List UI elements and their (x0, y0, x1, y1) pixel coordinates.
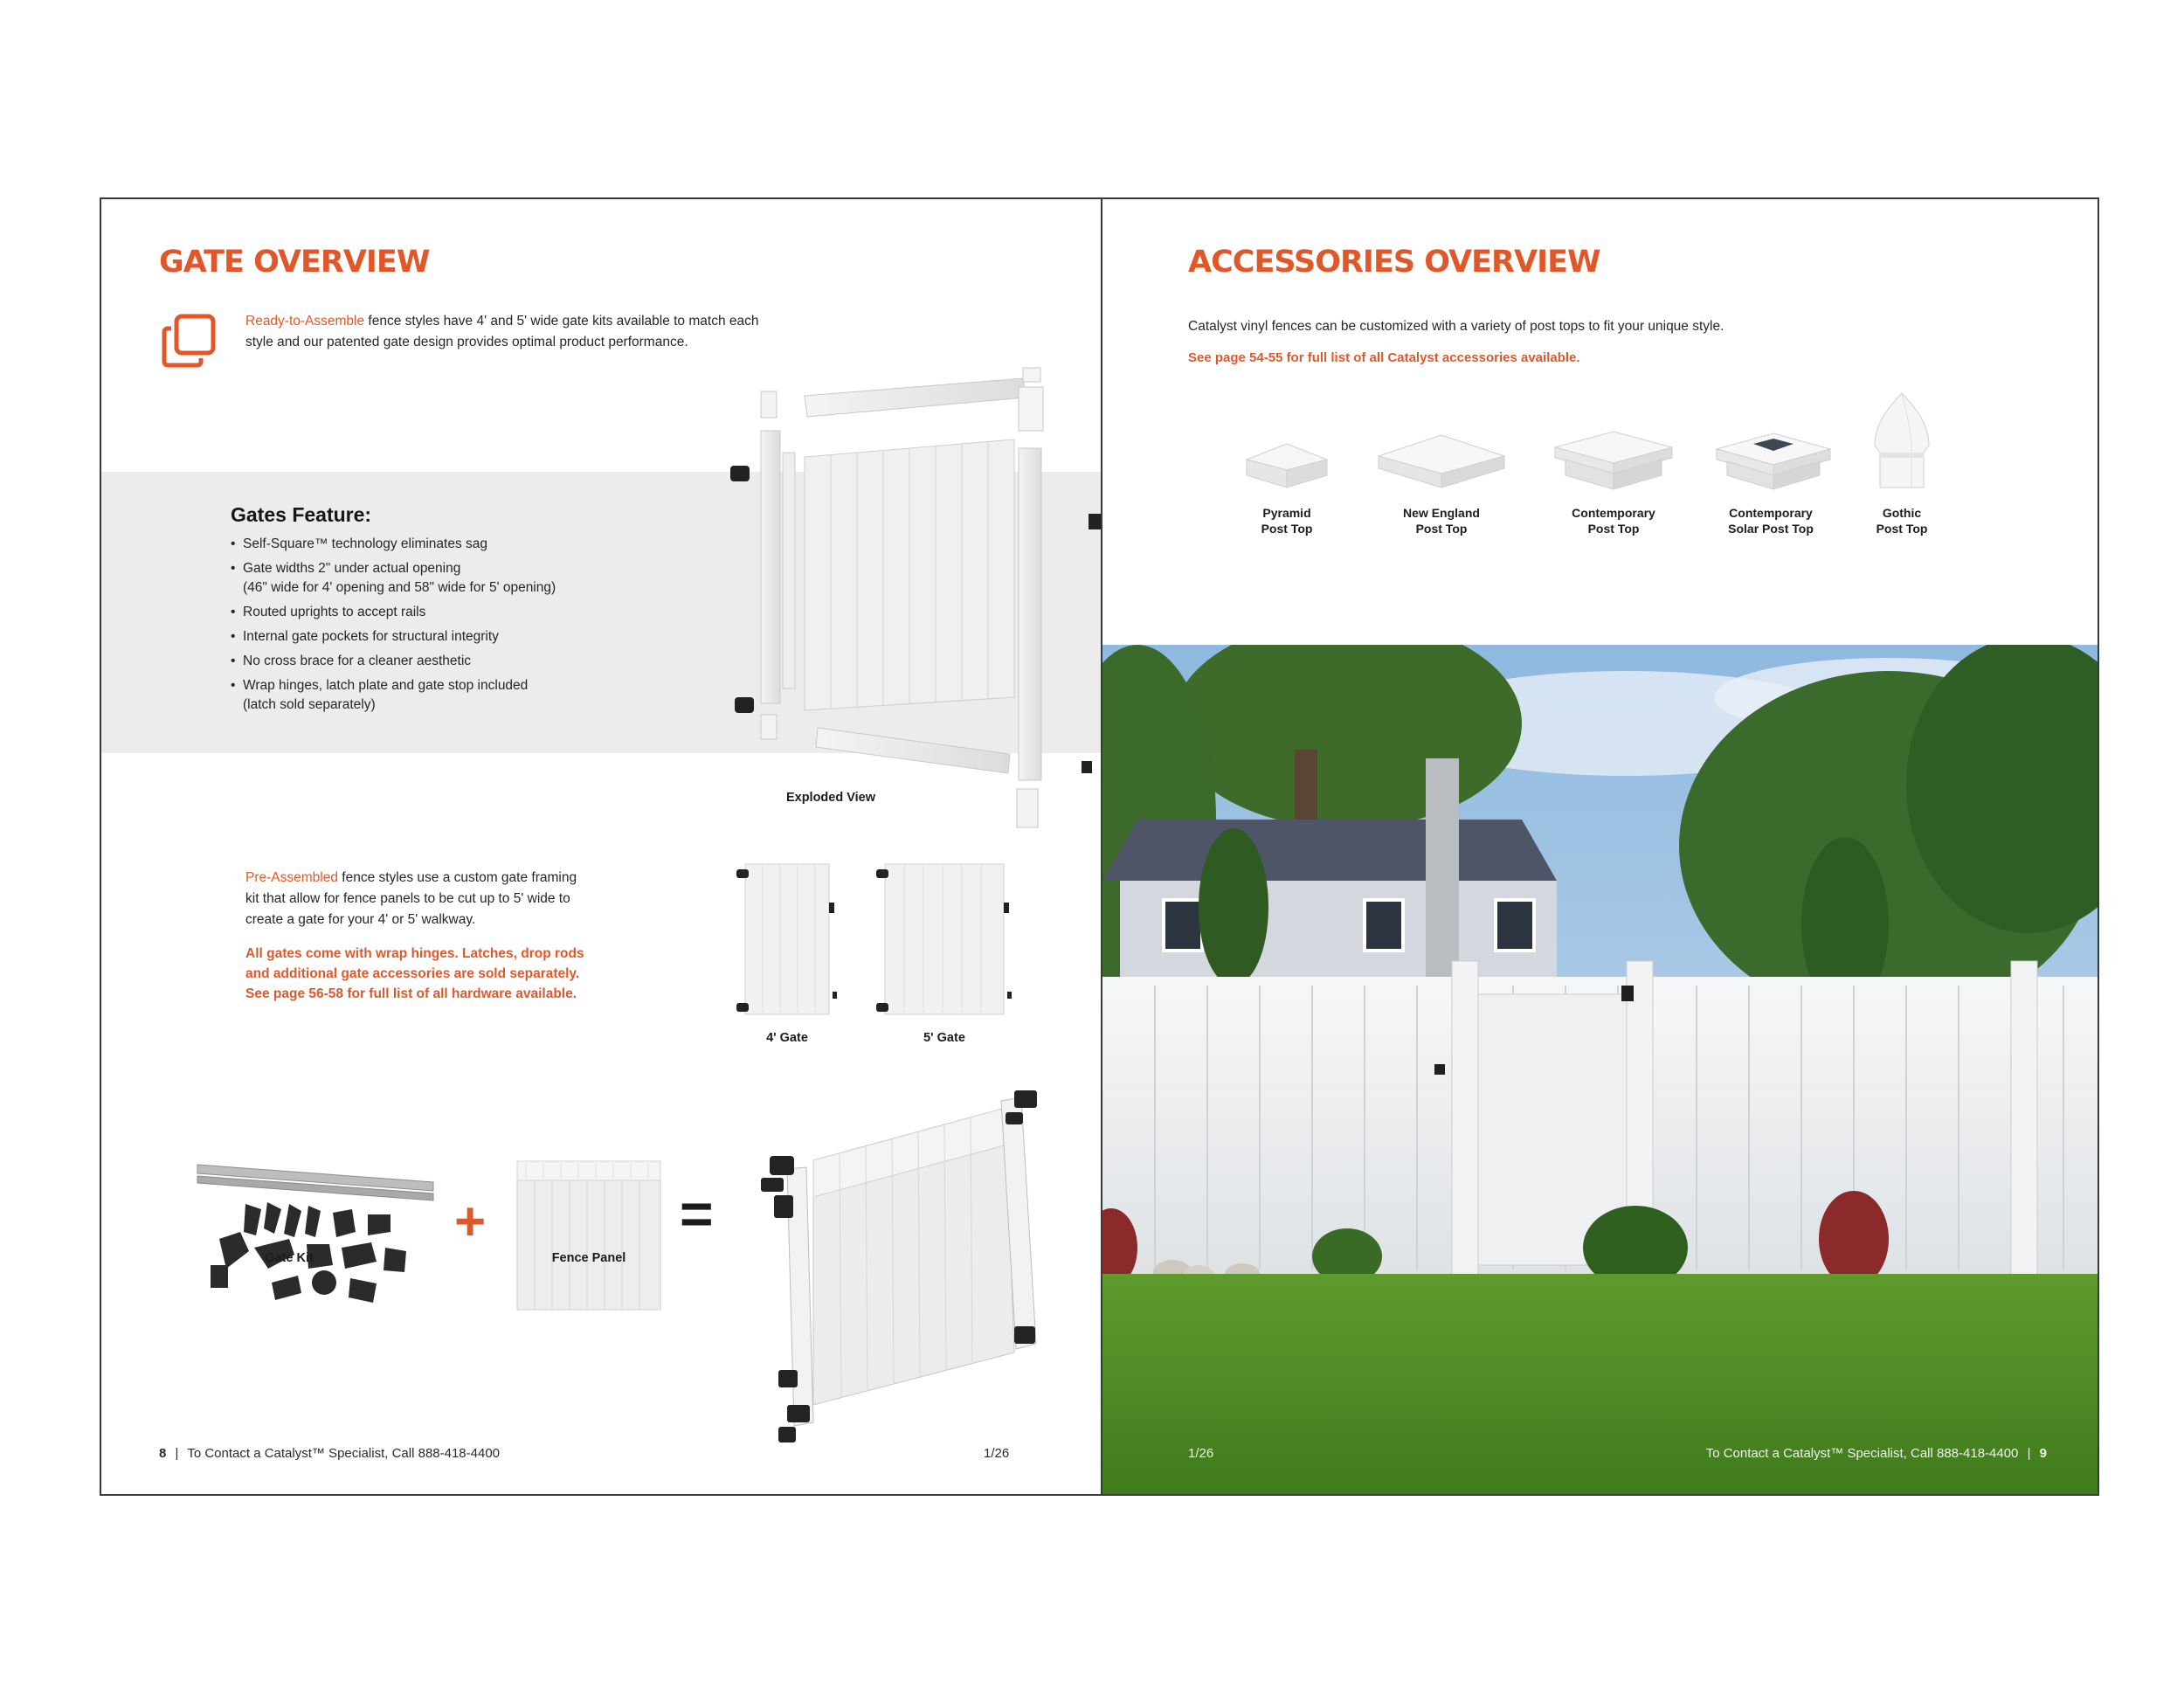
gate-overview-title: GATE OVERVIEW (159, 245, 430, 280)
accessories-intro: Catalyst vinyl fences can be customized with a variety of post tops to fit your unique style. (1188, 319, 1724, 334)
accessories-page-note: See page 54-55 for full list of all Catalyst accessories available. (1188, 350, 1580, 365)
label-line: Contemporary (1572, 506, 1655, 520)
page-9-accessories-overview (1101, 199, 2099, 1494)
gothic-post-top-label (1836, 505, 1967, 536)
gothic-post-top-image (1863, 391, 1941, 496)
footer-separator: | (175, 1446, 179, 1461)
contemporary-post-top-label (1548, 505, 1679, 536)
page-number: 8 (159, 1446, 167, 1461)
plus-sign: + (454, 1192, 487, 1252)
gate-kit-image (193, 1160, 438, 1318)
feature-item-text: Wrap hinges, latch plate and gate stop included (243, 678, 529, 693)
ready-to-assemble-icon (159, 311, 220, 372)
catalog-spread (100, 197, 2099, 1496)
right-footer (1706, 1446, 2047, 1461)
page-8-gate-overview (101, 199, 1101, 1494)
label-line: Post Top (1261, 522, 1313, 536)
vinyl-fence-yard-photo (1102, 645, 2099, 1494)
label-line: Solar Post Top (1728, 522, 1814, 536)
contact-line: To Contact a Catalyst™ Specialist, Call 888-418-4400 (187, 1446, 501, 1461)
note-line3: See page 56-58 for full list of all hardware available. (245, 986, 577, 1001)
contemporary-solar-post-top-label (1705, 505, 1836, 536)
new-england-post-top-image (1373, 432, 1510, 493)
feature-item: • Self-Square™ technology eliminates sag (231, 535, 556, 554)
exploded-gate-illustration (625, 343, 1101, 833)
contemporary-solar-post-top-image (1710, 430, 1837, 495)
pyramid-post-top-image (1238, 442, 1336, 495)
fence-panel-caption: Fence Panel (551, 1251, 626, 1265)
page-number: 9 (2039, 1446, 2047, 1461)
contemporary-post-top-image (1548, 428, 1679, 495)
label-line: Contemporary (1729, 506, 1813, 520)
ready-to-assemble-highlight: Ready-to-Assemble (245, 314, 365, 329)
gate-intro-line1: fence styles have 4' and 5' wide gate kits available to match each (364, 314, 759, 329)
right-footer-date: 1/26 (1188, 1446, 1214, 1461)
pre-assembled-highlight: Pre-Assembled (245, 870, 338, 885)
exploded-view-caption: Exploded View (785, 791, 876, 805)
left-footer (159, 1446, 500, 1461)
fence-panel-image (516, 1160, 661, 1311)
label-line: Pyramid (1262, 506, 1311, 520)
feature-item (231, 559, 556, 598)
five-foot-gate-caption: 5' Gate (923, 1031, 965, 1045)
label-line: Gothic (1882, 506, 1922, 520)
gate-kit-caption: Gate Kit (265, 1251, 314, 1265)
feature-item-text: Gate widths 2" under actual opening (243, 561, 461, 576)
note-line1: All gates come with wrap hinges. Latches, drop rods (245, 946, 584, 961)
new-england-post-top-label (1376, 505, 1507, 536)
label-line: Post Top (1415, 522, 1468, 536)
gate-intro-line2: style and our patented gate design provides optimal product performance. (245, 335, 688, 349)
label-line: Post Top (1876, 522, 1928, 536)
equals-sign: = (680, 1181, 714, 1246)
hardware-note (245, 944, 665, 1004)
contact-line: To Contact a Catalyst™ Specialist, Call 888-418-4400 (1705, 1446, 2019, 1461)
accessories-overview-title: ACCESSORIES OVERVIEW (1188, 245, 1600, 280)
label-line: New England (1403, 506, 1480, 520)
four-foot-gate-caption: 4' Gate (766, 1031, 808, 1045)
pre-line3: create a gate for your 4' or 5' walkway. (245, 912, 476, 927)
pyramid-post-top-label (1221, 505, 1352, 536)
note-line2: and additional gate accessories are sold separately. (245, 966, 580, 981)
feature-item (231, 676, 556, 715)
assembled-gate-image (743, 1090, 1058, 1449)
gates-feature-heading: Gates Feature: (231, 503, 372, 526)
pre-line1: fence styles use a custom gate framing (337, 870, 577, 885)
left-footer-date: 1/26 (984, 1446, 1010, 1461)
footer-separator: | (2027, 1446, 2031, 1461)
feature-item: • No cross brace for a cleaner aesthetic (231, 652, 556, 671)
feature-item: • Routed uprights to accept rails (231, 603, 556, 622)
label-line: Post Top (1587, 522, 1640, 536)
feature-item-subtext: (latch sold separately) (243, 697, 376, 712)
pre-assembled-description (245, 868, 647, 930)
feature-item: • Internal gate pockets for structural integrity (231, 627, 556, 647)
gates-feature-list (231, 535, 556, 715)
feature-item-subtext: (46" wide for 4' opening and 58" wide for 5' opening) (243, 580, 556, 595)
four-foot-gate-image (735, 859, 840, 1020)
five-foot-gate-image (874, 859, 1014, 1020)
pre-line2: kit that allow for fence panels to be cut up to 5' wide to (245, 891, 570, 906)
